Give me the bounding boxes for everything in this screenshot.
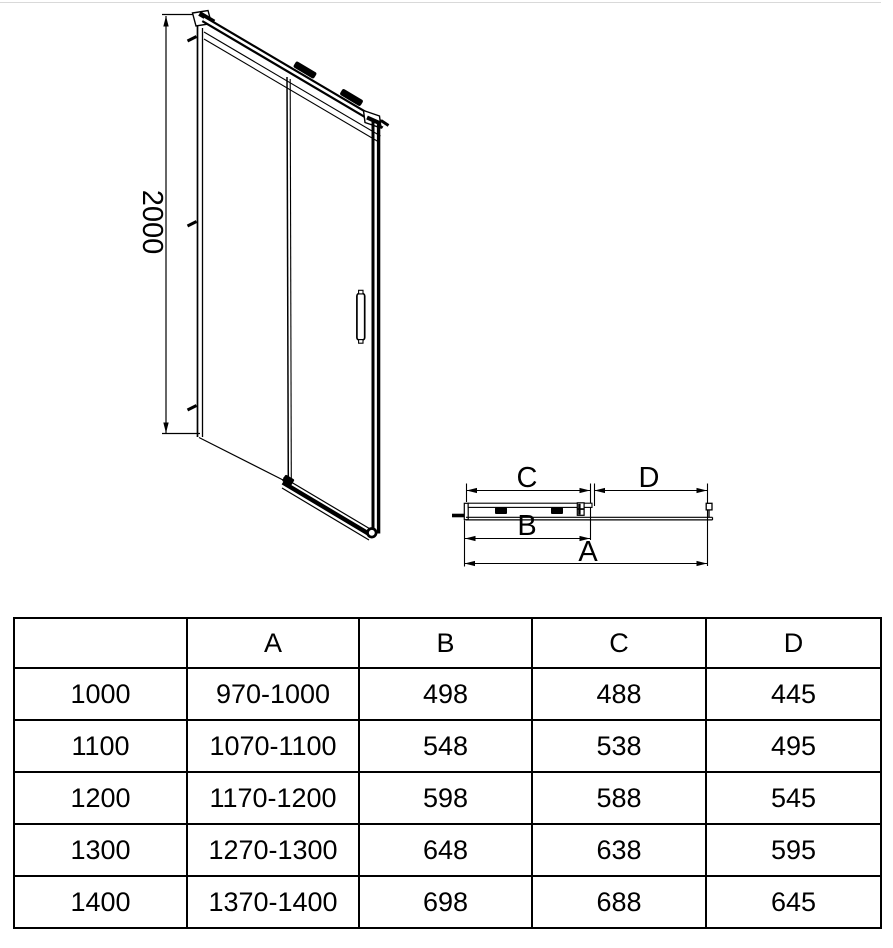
- wall-bracket-icon: [188, 222, 197, 227]
- arrow-right-icon: [697, 488, 708, 493]
- table-cell: 1400: [14, 876, 187, 928]
- left-wall-profile: [188, 11, 215, 438]
- table-row: [14, 720, 881, 772]
- table-cell: 538: [532, 720, 706, 772]
- sliding-panel-plan: [468, 503, 592, 507]
- rail-end-cap-icon: [368, 529, 377, 538]
- table-cell: 1370-1400: [187, 876, 359, 928]
- dim-b-label: B: [517, 510, 537, 542]
- height-dimension-label: 2000: [136, 189, 168, 255]
- arrow-right-icon: [697, 561, 708, 566]
- table-cell: 1100: [14, 720, 187, 772]
- plan-door-assembly: [452, 503, 713, 520]
- right-wall-bracket: [706, 503, 712, 510]
- arrow-down-icon: [163, 423, 168, 434]
- table-cell: 1300: [14, 824, 187, 876]
- end-bracket-detail: [578, 504, 580, 515]
- front-view: [136, 11, 389, 541]
- table-cell: 1000: [14, 668, 187, 720]
- dim-b: [465, 510, 590, 542]
- dim-d: [595, 462, 708, 494]
- table-header-cell: B: [359, 618, 532, 668]
- table-row: [14, 772, 881, 824]
- dim-c-label: C: [516, 462, 538, 494]
- arrow-left-icon: [465, 536, 476, 541]
- table-cell: 588: [532, 772, 706, 824]
- table-row: [14, 824, 881, 876]
- arrow-left-icon: [467, 488, 478, 493]
- table-cell: 488: [532, 668, 706, 720]
- table-cell: 638: [532, 824, 706, 876]
- table-row: [14, 876, 881, 928]
- dim-a: [465, 536, 708, 568]
- table-cell: 648: [359, 824, 532, 876]
- dim-c: [467, 462, 591, 494]
- bottom-rail: [282, 474, 376, 540]
- table-cell: 598: [359, 772, 532, 824]
- table-cell: 970-1000: [187, 668, 359, 720]
- door-handle: [357, 290, 365, 343]
- table-header-row: [14, 618, 881, 668]
- top-rail: [204, 19, 389, 142]
- table-cell: 1070-1100: [187, 720, 359, 772]
- table-cell: 1200: [14, 772, 187, 824]
- wall-bracket-icon: [188, 406, 197, 411]
- wall-bracket-icon: [188, 37, 197, 42]
- dimension-table: [13, 617, 882, 929]
- table-cell: 688: [532, 876, 706, 928]
- table-row: [14, 668, 881, 720]
- right-frame-profile: [373, 121, 379, 534]
- table-cell: 698: [359, 876, 532, 928]
- roller-carriage-icon: [495, 508, 507, 515]
- table-cell: 548: [359, 720, 532, 772]
- arrow-right-icon: [580, 488, 591, 493]
- table-cell: 645: [706, 876, 881, 928]
- table-header-cell: [14, 618, 187, 668]
- arrow-left-icon: [465, 561, 476, 566]
- glass-bottom-edge: [199, 438, 287, 483]
- sliding-panel-edge: [287, 77, 291, 481]
- table-header-cell: A: [187, 618, 359, 668]
- table-cell: 495: [706, 720, 881, 772]
- dim-a-label: A: [578, 536, 598, 568]
- table-cell: 545: [706, 772, 881, 824]
- dim-d-label: D: [638, 462, 660, 494]
- table-header-cell: C: [532, 618, 706, 668]
- arrow-left-icon: [595, 488, 606, 493]
- arrow-up-icon: [163, 16, 168, 27]
- table-cell: 498: [359, 668, 532, 720]
- table-cell: 1170-1200: [187, 772, 359, 824]
- table-cell: 445: [706, 668, 881, 720]
- table-cell: 595: [706, 824, 881, 876]
- table-header-cell: D: [706, 618, 881, 668]
- table-cell: 1270-1300: [187, 824, 359, 876]
- roller-carriage-icon: [551, 508, 563, 515]
- plan-view: [452, 462, 713, 568]
